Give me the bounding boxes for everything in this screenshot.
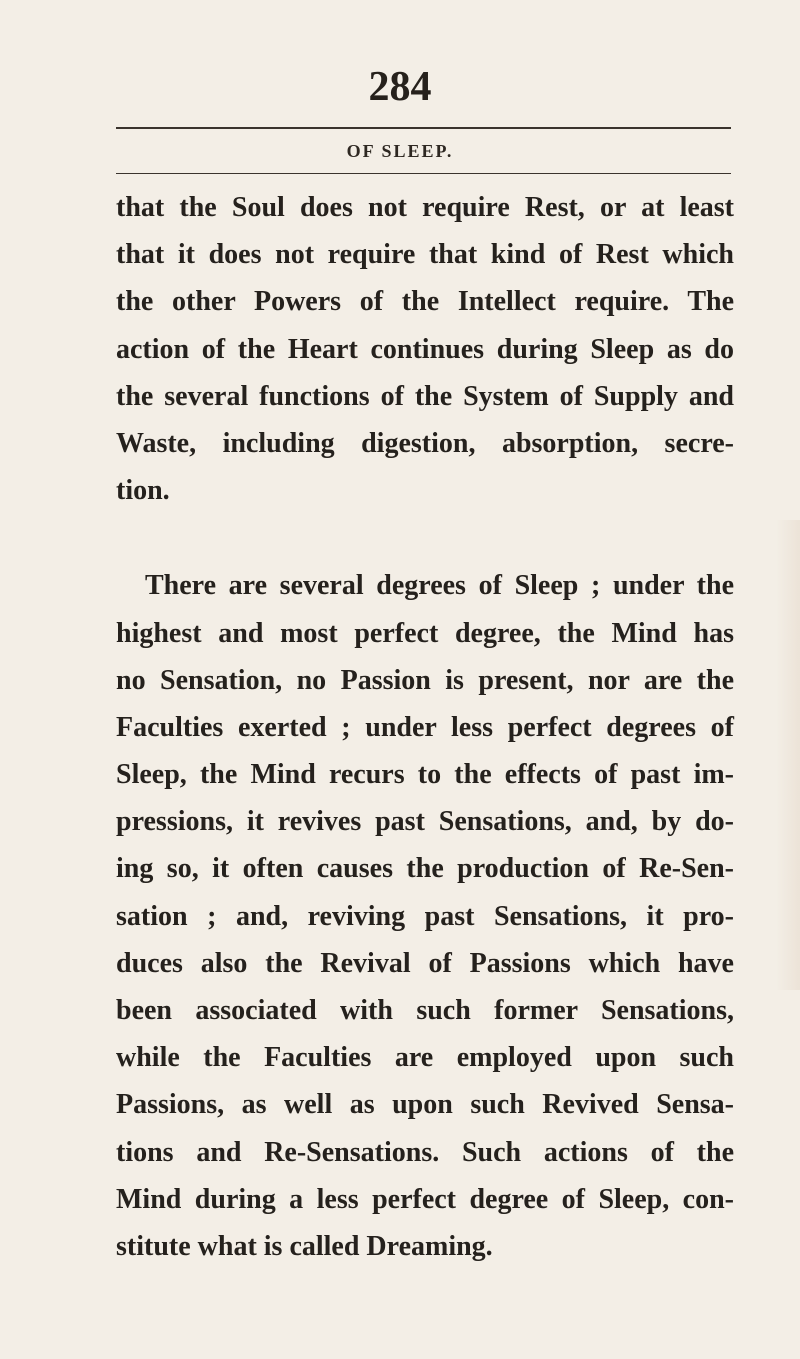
text-line: tions and Re-Sensations. Such actions of the: [116, 1136, 734, 1168]
paper-edge-stain: [776, 520, 800, 990]
text-line: that it does not require that kind of Rest which: [116, 239, 734, 271]
text-line: Faculties exerted ; under less perfect degrees of: [116, 711, 734, 743]
text-line: that the Soul does not require Rest, or at least: [116, 192, 734, 223]
text-line: ing so, it often causes the production of Re-Sen-: [116, 853, 734, 885]
paragraph-1: [116, 184, 734, 514]
text-line: action of the Heart continues during Sleep as do: [116, 333, 734, 365]
text-line: the several functions of the System of Supply and: [116, 380, 734, 412]
text-line: sation ; and, reviving past Sensations, it pro-: [116, 900, 734, 932]
paragraph-gap: [116, 514, 734, 562]
text-line: tion.: [116, 475, 170, 507]
text-line: Mind during a less perfect degree of Sleep, con-: [116, 1183, 734, 1215]
text-line: no Sensation, no Passion is present, nor are the: [116, 664, 734, 696]
text-line: been associated with such former Sensations,: [116, 995, 734, 1026]
header-rule-top: [116, 127, 731, 129]
text-line: There are several degrees of Sleep ; under the: [145, 570, 734, 602]
text-line: Passions, as well as upon such Revived Sensa-: [116, 1089, 734, 1121]
paragraph-2: [116, 562, 734, 1270]
text-line: highest and most perfect degree, the Mind has: [116, 617, 734, 649]
text-line: the other Powers of the Intellect require. The: [116, 286, 734, 318]
text-line: pressions, it revives past Sensations, and, by do-: [116, 806, 734, 838]
text-line: stitute what is called Dreaming.: [116, 1230, 493, 1262]
text-line: Sleep, the Mind recurs to the effects of past im-: [116, 759, 734, 791]
text-line: Waste, including digestion, absorption, secre-: [116, 427, 734, 459]
header-rule-bottom: [116, 173, 731, 174]
running-title: OF SLEEP.: [346, 141, 454, 161]
text-line: duces also the Revival of Passions which have: [116, 947, 734, 979]
body-text: [116, 184, 734, 1270]
text-line: while the Faculties are employed upon such: [116, 1042, 734, 1074]
page-number: 284: [368, 64, 432, 110]
